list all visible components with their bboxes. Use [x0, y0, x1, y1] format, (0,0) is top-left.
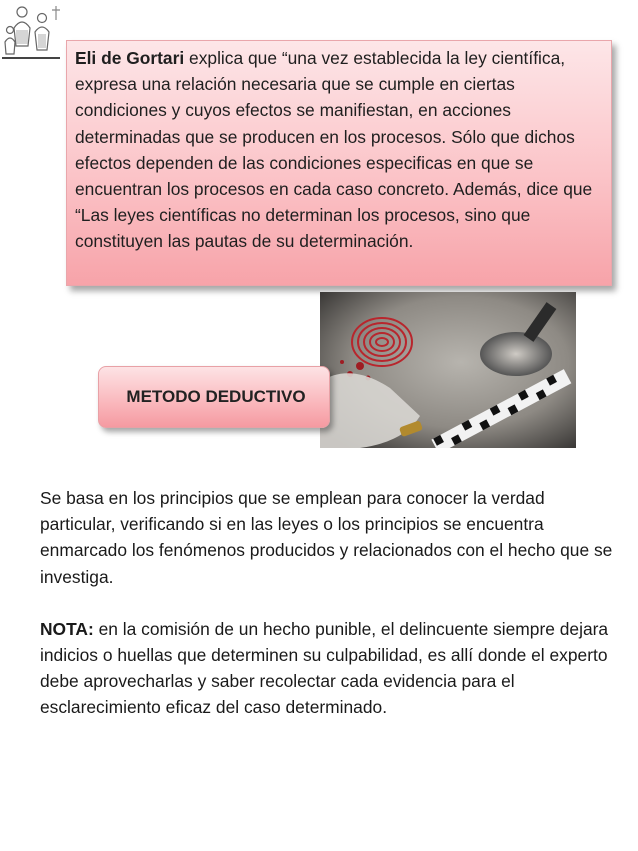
note-text: en la comisión de un hecho punible, el delincuente siempre dejara indicios o huellas que determinen su culpabilidad, es allí donde el experto debe aprovecharlas y saber recolectar cada evidencia para el esclarecimiento eficaz del caso determinado. — [40, 618, 609, 718]
section-title: METODO DEDUCTIVO — [126, 387, 306, 406]
body-paragraph: Se basa en los principios que se emplean para conocer la verdad particular, verificando si en las leyes o los principios se encuentra enmarcado los fenómenos producidos y relacionados con el hecho que se investiga. — [40, 488, 613, 587]
quote-author: Eli de Gortari — [75, 48, 185, 68]
body-text — [40, 485, 620, 721]
section-title-badge — [98, 366, 330, 428]
justice-figures-icon — [0, 0, 64, 64]
note-paragraph — [40, 616, 620, 721]
forensic-evidence-photo — [320, 292, 576, 448]
quote-box — [66, 40, 612, 286]
note-label: NOTA: — [40, 618, 94, 639]
quote-text: explica que “una vez establecida la ley científica, expresa una relación necesaria que se cumple en ciertas condiciones y cuyos efectos se manifiestan, en acciones determinadas que se producen en los procesos. Sólo que dichos efectos dependen de las condiciones especificas en que se encuentran los procesos en cada caso concreto. Además, dice que “Las leyes científicas no determinan los procesos, sino que constituyen las pautas de su determinación. — [75, 48, 593, 252]
